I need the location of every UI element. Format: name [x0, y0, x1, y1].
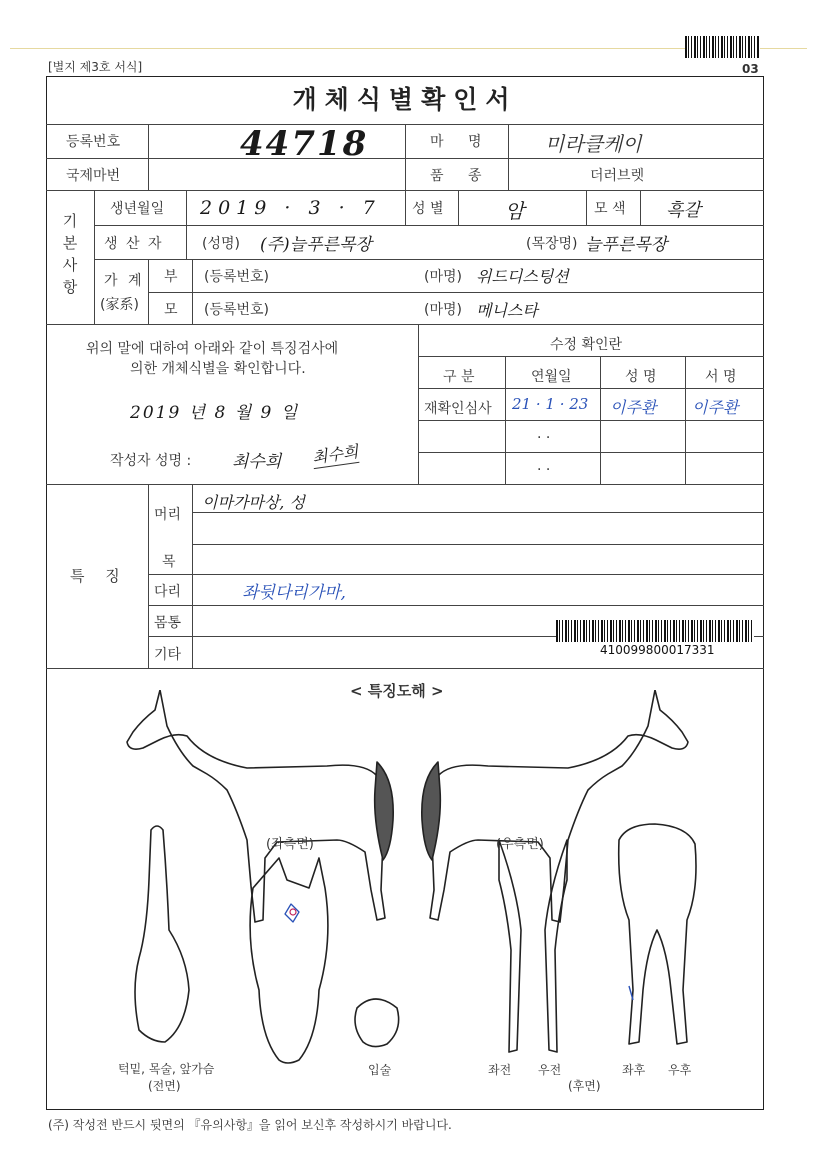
- horse-front-neck: [135, 826, 189, 1042]
- sex-label: 성 별: [412, 201, 444, 217]
- confirm-date: 2019 년 8 월 9 일: [130, 403, 300, 423]
- breed-value: 더러브렛: [590, 168, 645, 184]
- diagram-title: < 특징도해 >: [350, 682, 444, 700]
- author-label: 작성자 성명 :: [110, 453, 192, 469]
- rev-row1-date: 21 · 1 · 23: [512, 395, 589, 413]
- coat-label: 모 색: [594, 201, 626, 217]
- rev-row2-date: · ·: [537, 430, 551, 446]
- horse-left-side: [127, 690, 385, 922]
- horse-head-front: [250, 858, 328, 1063]
- label-front-sub: (전면): [148, 1079, 181, 1093]
- label-left-rear: 좌후: [622, 1063, 646, 1077]
- author-signature: 최수희: [311, 439, 360, 469]
- breeder-label: 생 산 자: [104, 236, 164, 252]
- footer-note: (주) 작성전 반드시 뒷면의 『유의사항』을 읽어 보신후 작성하시기 바랍니다.: [48, 1118, 452, 1132]
- whorl-dot: [290, 909, 296, 915]
- farm-label: (목장명): [526, 236, 578, 252]
- intl-no-label: 국제마번: [66, 168, 121, 184]
- author-value: 최수희: [232, 452, 282, 472]
- rev-row1-name: 이주환: [610, 398, 657, 417]
- statement-line1: 위의 말에 대하여 아래와 같이 특징검사에: [86, 341, 339, 357]
- page-number: 03: [742, 62, 759, 76]
- top-barcode: [685, 36, 760, 58]
- horse-name-label: 마 명: [430, 134, 492, 150]
- breeder-name-value: (주)늘푸른목장: [260, 235, 372, 255]
- breed-label: 품 종: [430, 168, 492, 184]
- feature-label-legs: 다리: [154, 584, 182, 600]
- basic-section-label: 기 본 사 항: [62, 212, 78, 296]
- reg-no-value: 44718: [240, 124, 369, 164]
- form-label: [별지 제3호 서식]: [48, 60, 143, 74]
- statement-line2: 의한 개체식별을 확인합니다.: [130, 361, 306, 377]
- feature-value-head: 이마가마상, 성: [202, 493, 305, 512]
- label-front-caption: 턱밑, 목술, 앞가슴: [118, 1062, 215, 1076]
- pedigree-label: 가 계: [104, 273, 145, 289]
- rev-header-type: 구 분: [443, 369, 475, 385]
- feature-label-body: 몸통: [154, 615, 182, 631]
- horse-right-tail: [422, 762, 441, 860]
- rev-row1-sign: 이주환: [692, 398, 739, 417]
- feature-value-legs: 좌뒷다리가마,: [242, 583, 346, 603]
- label-right-rear: 우후: [668, 1063, 692, 1077]
- breeder-name-label: (성명): [202, 236, 240, 252]
- rev-header-date: 연월일: [531, 369, 572, 385]
- features-section-label: 특 징: [70, 567, 128, 585]
- horse-name-value: 미라클케이: [545, 132, 642, 156]
- sire-label: 부: [164, 269, 178, 285]
- label-right-front: 우전: [538, 1063, 562, 1077]
- horse-left-tail: [375, 762, 394, 860]
- form-title: 개체식별확인서: [292, 85, 518, 114]
- reg-no-label: 등록번호: [66, 134, 121, 150]
- sex-value: 암: [505, 199, 525, 223]
- coat-value: 흑갈: [666, 200, 701, 221]
- rev-row3-date: · ·: [537, 462, 551, 478]
- horse-front-legs: [499, 840, 567, 1052]
- rev-row1-type: 재확인심사: [424, 401, 492, 417]
- feature-label-neck: 목: [162, 554, 176, 570]
- horse-rear: [619, 824, 696, 1044]
- label-lips: 입술: [368, 1063, 392, 1077]
- sire-reg-label: (등록번호): [204, 269, 270, 285]
- farm-value: 늘푸른목장: [585, 235, 668, 255]
- horse-lips: [355, 999, 399, 1047]
- dob-label: 생년월일: [110, 201, 165, 217]
- horse-diagram: [47, 690, 763, 1100]
- label-left-front: 좌전: [488, 1063, 512, 1077]
- dam-name-label: (마명): [424, 302, 462, 318]
- dam-label: 모: [164, 302, 178, 318]
- barcode-number: 410099800017331: [600, 643, 715, 657]
- feature-label-head: 머리: [154, 507, 182, 523]
- rev-header-name: 성 명: [625, 369, 657, 385]
- whorl-mark: [285, 904, 299, 922]
- sire-name-value: 위드디스팅션: [476, 267, 569, 286]
- revision-title: 수정 확인란: [550, 337, 623, 353]
- label-left-side: (좌측면): [266, 837, 314, 852]
- feature-label-other: 기타: [154, 647, 182, 663]
- sire-name-label: (마명): [424, 269, 462, 285]
- label-right-side: (우측면): [496, 837, 544, 852]
- dob-value: 2019 · 3 · 7: [200, 197, 381, 219]
- dam-reg-label: (등록번호): [204, 302, 270, 318]
- dam-name-value: 메니스타: [476, 301, 538, 320]
- item-barcode: [556, 620, 754, 642]
- horse-right-side: [430, 690, 688, 922]
- pedigree-sub: (家系): [100, 297, 139, 313]
- label-rear-sub: (후면): [568, 1079, 601, 1093]
- rev-header-sign: 서 명: [705, 369, 737, 385]
